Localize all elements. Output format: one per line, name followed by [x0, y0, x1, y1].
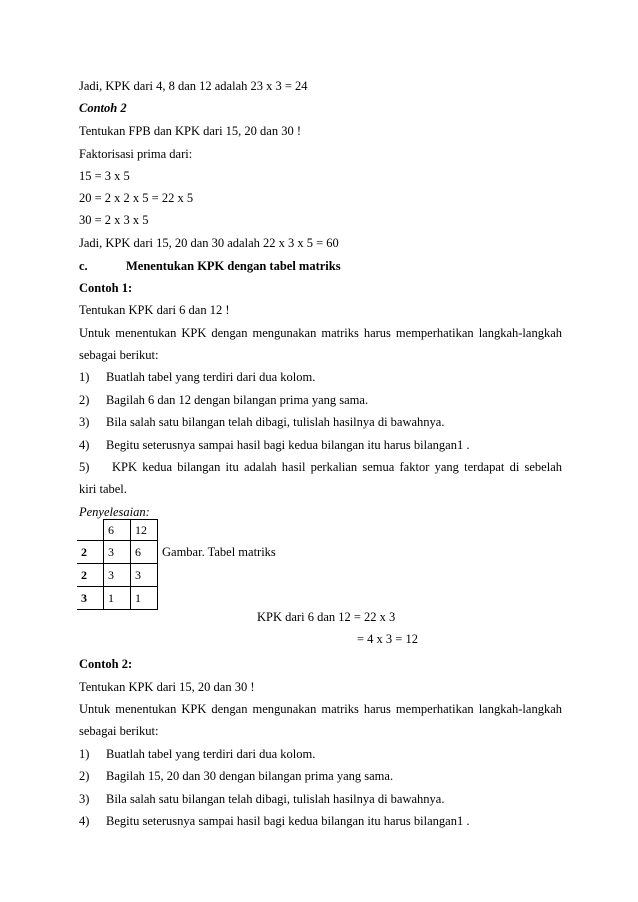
matrix-header-row	[77, 520, 158, 541]
heading-contoh-1: Contoh 1:	[79, 281, 133, 295]
result-line: = 4 x 3 = 12	[357, 632, 418, 646]
heading-contoh-2: Contoh 2	[79, 101, 127, 115]
matrix-cell: 1	[131, 587, 158, 610]
matrix-divisor: 2	[77, 564, 104, 587]
solution-label: Penyelesaian:	[79, 505, 150, 519]
text-line: sebagai berikut:	[79, 724, 159, 738]
matrix-cell: 3	[104, 541, 131, 564]
step-number: 1)	[79, 747, 90, 761]
text-line: Jadi, KPK dari 4, 8 dan 12 adalah 23 x 3 = 24	[79, 79, 308, 93]
section-marker: c.	[79, 259, 88, 273]
step-text: Bagilah 6 dan 12 dengan bilangan prima yang sama.	[106, 393, 369, 407]
section-heading: Menentukan KPK dengan tabel matriks	[126, 259, 341, 273]
figure-caption: Gambar. Tabel matriks	[162, 545, 276, 559]
step-text: Bila salah satu bilangan telah dibagi, tulislah hasilnya di bawahnya.	[106, 792, 445, 806]
matrix-cell	[77, 520, 104, 541]
step-text: Begitu seterusnya sampai hasil bagi kedua bilangan itu harus bilangan1 .	[106, 814, 470, 828]
step-number: 4)	[79, 814, 90, 828]
step-number: 5)	[79, 460, 90, 474]
step-text: Bagilah 15, 20 dan 30 dengan bilangan prima yang sama.	[106, 769, 394, 783]
paragraph-line: Untuk menentukan KPK dengan mengunakan matriks harus memperhatikan langkah-langkah	[79, 326, 562, 340]
text-line: sebagai berikut:	[79, 348, 159, 362]
text-line: Tentukan KPK dari 6 dan 12 !	[79, 303, 230, 317]
matrix-table	[77, 519, 158, 610]
text-line: Faktorisasi prima dari:	[79, 147, 193, 161]
matrix-row	[77, 541, 158, 564]
matrix-divisor: 2	[77, 541, 104, 564]
text-line: Jadi, KPK dari 15, 20 dan 30 adalah 22 x 3 x 5 = 60	[79, 236, 339, 250]
step-text: Begitu seterusnya sampai hasil bagi kedua bilangan itu harus bilangan1 .	[106, 438, 470, 452]
heading-contoh-2b: Contoh 2:	[79, 657, 133, 671]
text-line: Tentukan FPB dan KPK dari 15, 20 dan 30 !	[79, 124, 302, 138]
text-line: 15 = 3 x 5	[79, 169, 130, 183]
step-number: 2)	[79, 393, 90, 407]
text-line: 30 = 2 x 3 x 5	[79, 213, 149, 227]
step-number: 1)	[79, 370, 90, 384]
step-number: 3)	[79, 415, 90, 429]
matrix-cell: 3	[104, 564, 131, 587]
matrix-cell: 1	[104, 587, 131, 610]
step-text: Buatlah tabel yang terdiri dari dua kolom.	[106, 370, 316, 384]
text-line: 20 = 2 x 2 x 5 = 22 x 5	[79, 191, 194, 205]
step-text: Bila salah satu bilangan telah dibagi, tulislah hasilnya di bawahnya.	[106, 415, 445, 429]
step-text-continued: kiri tabel.	[79, 482, 127, 496]
step-text: Buatlah tabel yang terdiri dari dua kolom.	[106, 747, 316, 761]
matrix-cell: 6	[104, 520, 131, 541]
step-number: 4)	[79, 438, 90, 452]
matrix-cell: 6	[131, 541, 158, 564]
paragraph-line: Untuk menentukan KPK dengan mengunakan matriks harus memperhatikan langkah-langkah	[79, 702, 562, 716]
matrix-row	[77, 564, 158, 587]
matrix-divisor: 3	[77, 587, 104, 610]
result-line: KPK dari 6 dan 12 = 22 x 3	[257, 610, 396, 624]
step-number: 2)	[79, 769, 90, 783]
step-text: KPK kedua bilangan itu adalah hasil perkalian semua faktor yang terdapat di sebelah	[112, 460, 562, 474]
matrix-cell: 3	[131, 564, 158, 587]
text-line: Tentukan KPK dari 15, 20 dan 30 !	[79, 680, 255, 694]
step-number: 3)	[79, 792, 90, 806]
matrix-row	[77, 587, 158, 610]
matrix-cell: 12	[131, 520, 158, 541]
